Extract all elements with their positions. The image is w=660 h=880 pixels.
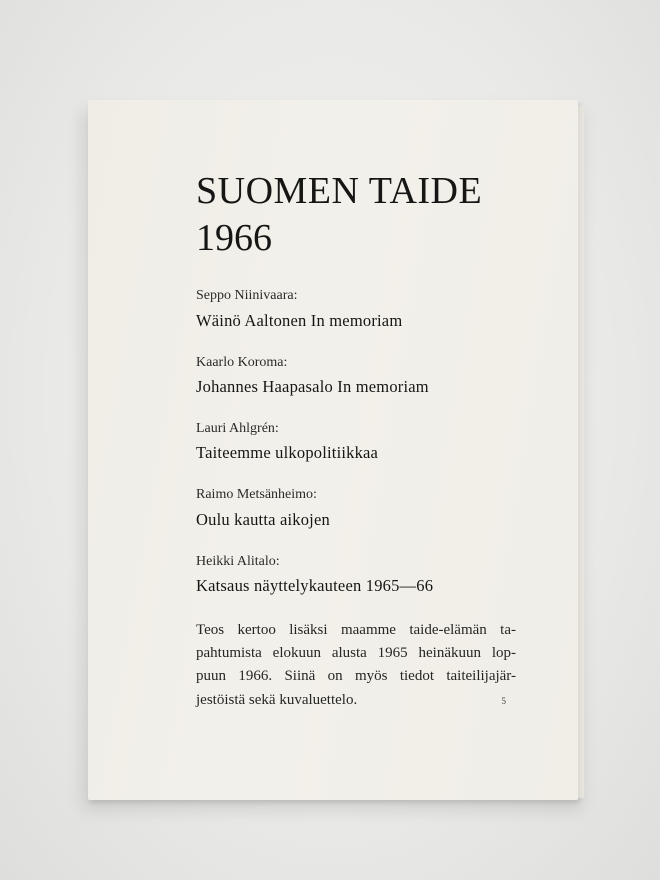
description-line: pahtumista elokuun alusta 1965 heinäkuun lop-: [196, 645, 516, 662]
description-line: puun 1966. Siinä on myös tiedot taiteilijajär-: [196, 668, 516, 685]
article-title: Johannes Haapasalo In memoriam: [196, 376, 429, 396]
description-line: jestöistä sekä kuvaluettelo.: [196, 691, 358, 708]
article-author: Heikki Alitalo:: [196, 553, 280, 569]
article-list: [196, 287, 526, 596]
article-author: Seppo Niinivaara:: [196, 288, 298, 304]
article-item: [196, 287, 526, 331]
article-title: Katsaus näyttelykauteen 1965—66: [196, 575, 434, 595]
book-year: 1966: [196, 216, 272, 259]
article-item: [196, 354, 526, 398]
article-author: Kaarlo Koroma:: [196, 354, 288, 370]
article-author: Lauri Ahlgrén:: [196, 421, 279, 437]
cover-content: [196, 172, 526, 712]
cover-description: [196, 619, 516, 712]
book-cover: [88, 100, 578, 800]
article-item: [196, 420, 526, 464]
article-title: Wäinö Aaltonen In memoriam: [196, 310, 403, 330]
book-title: SUOMEN TAIDE: [196, 170, 483, 212]
book-page-edge: [578, 106, 584, 798]
article-title: Taiteemme ulkopolitiikkaa: [196, 443, 379, 463]
article-item: [196, 553, 526, 597]
page-mark: 5: [501, 696, 506, 706]
article-title: Oulu kautta aikojen: [196, 509, 330, 529]
article-item: [196, 486, 526, 530]
article-author: Raimo Metsänheimo:: [196, 487, 317, 503]
description-line: Teos kertoo lisäksi maamme taide-elämän ta-: [196, 621, 516, 638]
